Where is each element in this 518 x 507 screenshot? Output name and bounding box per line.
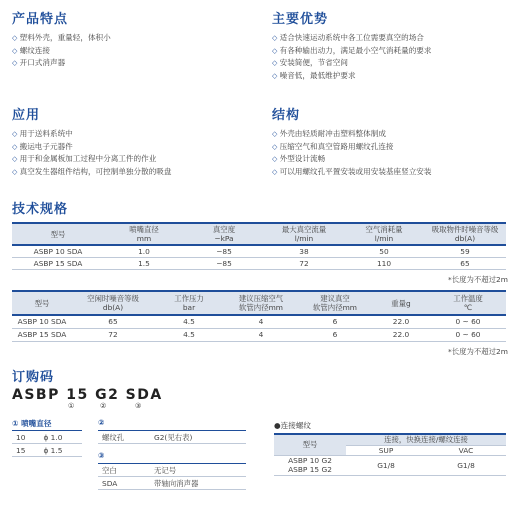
table-cell: 65 [72, 315, 154, 328]
order-code: ASBP 15 G2 SDA [12, 387, 163, 403]
header-vac: VAC [426, 445, 506, 455]
table-cell: ASBP 10 G2 [288, 455, 332, 465]
features-list [12, 32, 111, 70]
table-cell: 15 [12, 444, 39, 457]
advantage-item: ◇ 安装简便，节省空间 [272, 57, 431, 70]
spec-note-1: *长度为不超过2m [448, 275, 508, 284]
table-row [12, 444, 82, 457]
structure-list [272, 128, 431, 178]
connection-title: ●连接螺纹 [274, 421, 312, 430]
table-cell: SDA [98, 477, 150, 490]
header-nozzle: 喷嘴直径 mm [104, 223, 184, 245]
table-row [98, 464, 246, 477]
advantage-item: ◇ 噪音低，最低维护要求 [272, 70, 431, 83]
header-noise-suction: 吸取物件时噪音等级 db(A) [424, 223, 506, 245]
table-cell: ASBP 10 SDA [12, 315, 72, 328]
feature-item: ◇ 塑料外壳，重量轻，体积小 [12, 32, 111, 45]
table-cell: −85 [184, 257, 264, 269]
header-temperature: 工作温度 ℃ [430, 291, 506, 315]
structure-item: ◇ 外壳由轻质耐冲击塑料整体制成 [272, 128, 431, 141]
table-cell: ϕ 1.5 [39, 444, 82, 457]
table-cell: 4.5 [154, 328, 224, 341]
table-cell: ASBP 15 SDA [12, 257, 104, 269]
table-cell: 50 [344, 245, 424, 257]
table-cell: 空白 [98, 464, 150, 477]
spec-table-2 [12, 290, 506, 342]
table-header-row [274, 434, 506, 445]
table-row [12, 328, 506, 341]
header-weight: 重量g [372, 291, 430, 315]
advantage-item: ◇ 适合快速运动系统中各工位需要真空的场合 [272, 32, 431, 45]
header-connection: 连接，快换连接/螺纹连接 [346, 434, 506, 445]
table-cell: 72 [72, 328, 154, 341]
table-cell: G2(见右表) [150, 431, 246, 444]
header-vac-hose: 建议真空 软管内径mm [298, 291, 372, 315]
marker-1: ① [68, 402, 75, 410]
table-header-row [12, 291, 506, 315]
header-max-flow: 最大真空流量 l/min [264, 223, 344, 245]
header-model: 型号 [12, 223, 104, 245]
nozzle-title: ① 喷嘴直径 [12, 419, 52, 428]
header-model: 型号 [12, 291, 72, 315]
table-cell: 6 [298, 315, 372, 328]
table-cell: 0 ~ 60 [430, 315, 506, 328]
marker-3: ③ [135, 402, 142, 410]
header-model: 型号 [274, 434, 346, 455]
feature-item: ◇ 螺纹连接 [12, 45, 111, 58]
table-cell: G1/8 [346, 455, 426, 475]
advantages-list [272, 32, 431, 82]
table-row [98, 431, 246, 444]
table-cell: G1/8 [426, 455, 506, 475]
table-cell: ASBP 15 G2 [274, 465, 346, 475]
features-title: 产品特点 [12, 12, 69, 27]
table-cell: 0 ~ 60 [430, 328, 506, 341]
table-cell: 螺纹孔 [98, 431, 150, 444]
header-vacuum: 真空度 −kPa [184, 223, 264, 245]
application-item: ◇ 搬运电子元器件 [12, 141, 171, 154]
table-cell: 38 [264, 245, 344, 257]
table-cell: 22.0 [372, 315, 430, 328]
marker-2: ② [100, 402, 107, 410]
table-cell: −85 [184, 245, 264, 257]
table-row [12, 257, 506, 269]
applications-list [12, 128, 171, 178]
nozzle-table [12, 430, 82, 457]
table-cell: 带轴向消声器 [150, 477, 246, 490]
structure-item: ◇ 可以用螺纹孔平置安装或用安装基座竖立安装 [272, 166, 431, 179]
thread-marker: ② [98, 418, 105, 427]
table-cell: 1.0 [104, 245, 184, 257]
feature-item: ◇ 开口式消声器 [12, 57, 111, 70]
table-cell: 4 [224, 315, 298, 328]
table-row [12, 315, 506, 328]
order-title: 订购码 [12, 370, 55, 385]
table-row [12, 431, 82, 444]
table-cell: ASBP 10 SDA [12, 245, 104, 257]
advantages-title: 主要优势 [272, 12, 329, 27]
table-cell: 4 [224, 328, 298, 341]
table-cell: 4.5 [154, 315, 224, 328]
applications-title: 应用 [12, 108, 41, 123]
connection-table [274, 433, 506, 476]
spec-note-2: *长度为不超过2m [448, 347, 508, 356]
structure-title: 结构 [272, 108, 301, 123]
application-item: ◇ 真空发生器组件结构，可控制单独分散的吸盘 [12, 166, 171, 179]
silencer-table [98, 463, 246, 490]
table-cell: 59 [424, 245, 506, 257]
table-cell: 72 [264, 257, 344, 269]
header-air-hose: 建议压缩空气 软管内径mm [224, 291, 298, 315]
header-idle-noise: 空闲时噪音等级 db(A) [72, 291, 154, 315]
structure-item: ◇ 压缩空气和真空管路用螺纹孔连接 [272, 141, 431, 154]
table-row [274, 455, 506, 465]
structure-item: ◇ 外型设计流畅 [272, 153, 431, 166]
table-cell: 无记号 [150, 464, 246, 477]
header-pressure: 工作压力 bar [154, 291, 224, 315]
thread-table [98, 430, 246, 444]
table-cell: 10 [12, 431, 39, 444]
advantage-item: ◇ 有各种输出动力，满足最小空气消耗量的要求 [272, 45, 431, 58]
table-row [12, 245, 506, 257]
application-item: ◇ 用于送料系统中 [12, 128, 171, 141]
spec-table-1 [12, 222, 506, 270]
specs-title: 技术规格 [12, 202, 69, 217]
header-air-consumption: 空气消耗量 l/min [344, 223, 424, 245]
table-cell: ϕ 1.0 [39, 431, 82, 444]
table-cell: 1.5 [104, 257, 184, 269]
table-header-row [12, 223, 506, 245]
table-cell: ASBP 15 SDA [12, 328, 72, 341]
table-row [98, 477, 246, 490]
table-cell: 6 [298, 328, 372, 341]
table-cell: 65 [424, 257, 506, 269]
table-cell: 22.0 [372, 328, 430, 341]
silencer-marker: ③ [98, 451, 105, 460]
application-item: ◇ 用于和金属板加工过程中分离工件的作业 [12, 153, 171, 166]
table-cell: 110 [344, 257, 424, 269]
header-sup: SUP [346, 445, 426, 455]
